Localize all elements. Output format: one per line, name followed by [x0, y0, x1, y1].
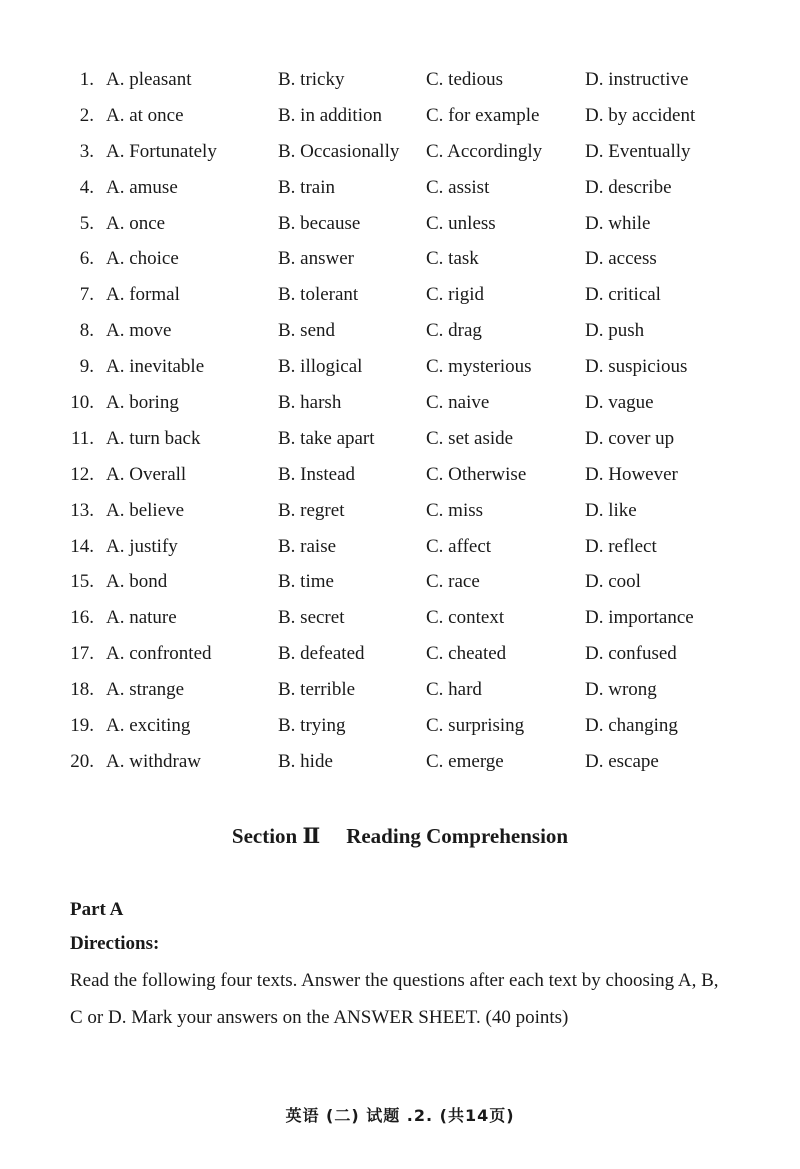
question-number: 16.: [70, 607, 94, 629]
option-c: C. rigid: [426, 284, 485, 306]
option-d: D. describe: [585, 176, 672, 198]
section-title: [0, 820, 800, 852]
option-d: D. cover up: [585, 427, 675, 449]
option-d: D. suspicious: [585, 356, 688, 378]
question-row: [0, 241, 800, 277]
question-list: [0, 62, 800, 780]
question-number: 14.: [70, 535, 94, 557]
option-d: D. wrong: [585, 679, 657, 701]
option-b: B. raise: [278, 535, 337, 557]
option-b: B. Occasionally: [278, 140, 400, 162]
option-c: C. unless: [426, 212, 496, 234]
option-c: C. naive: [426, 392, 490, 414]
section-label: Section Ⅱ: [231, 824, 321, 848]
option-b: B. hide: [278, 750, 333, 772]
option-a: A. Fortunately: [106, 140, 217, 162]
option-a: A. boring: [106, 392, 179, 414]
question-number: 5.: [79, 212, 94, 234]
question-number: 19.: [70, 715, 94, 737]
question-row: [0, 744, 800, 780]
question-row: [0, 349, 800, 385]
option-d: D. critical: [585, 284, 661, 306]
option-b: B. harsh: [278, 392, 342, 414]
option-b: B. time: [278, 571, 334, 593]
option-b: B. send: [278, 320, 335, 342]
option-c: C. assist: [426, 176, 490, 198]
option-a: A. formal: [106, 284, 180, 306]
question-number: 2.: [79, 104, 94, 126]
question-number: 10.: [70, 392, 94, 414]
option-a: A. believe: [106, 499, 185, 521]
option-a: A. exciting: [106, 715, 191, 737]
question-number: 13.: [70, 499, 94, 521]
option-c: C. cheated: [426, 643, 507, 665]
question-number: 18.: [70, 679, 94, 701]
option-c: C. emerge: [426, 750, 504, 772]
option-a: A. move: [106, 320, 172, 342]
option-d: D. push: [585, 320, 645, 342]
option-a: A. amuse: [106, 176, 178, 198]
directions-label: Directions:: [70, 933, 160, 954]
option-a: A. turn back: [106, 427, 201, 449]
option-c: C. surprising: [426, 715, 525, 737]
option-c: C. tedious: [426, 69, 504, 90]
question-number: 3.: [79, 140, 94, 162]
question-row: [0, 206, 800, 242]
question-row: [0, 277, 800, 313]
option-a: A. confronted: [106, 643, 212, 665]
question-row: [0, 600, 800, 636]
question-row: [0, 529, 800, 565]
question-row: [0, 134, 800, 170]
section-name: Reading Comprehension: [346, 824, 569, 848]
question-number: 1.: [79, 69, 94, 90]
option-d: D. like: [585, 499, 637, 521]
option-b: B. tolerant: [278, 284, 359, 306]
question-row: [0, 385, 800, 421]
option-d: D. changing: [585, 715, 678, 737]
question-row: [0, 170, 800, 206]
option-a: A. pleasant: [106, 69, 192, 90]
question-number: 17.: [70, 643, 94, 665]
question-row: [0, 672, 800, 708]
option-a: A. once: [106, 212, 166, 234]
option-c: C. context: [426, 607, 505, 629]
option-d: D. while: [585, 212, 651, 234]
option-c: C. task: [426, 248, 479, 270]
option-d: D. vague: [585, 392, 654, 414]
option-b: B. tricky: [278, 69, 345, 90]
option-b: B. train: [278, 176, 335, 198]
option-b: B. Instead: [278, 463, 356, 485]
option-c: C. mysterious: [426, 356, 532, 378]
option-a: A. bond: [106, 571, 168, 593]
option-d: D. by accident: [585, 104, 696, 126]
option-d: D. instructive: [585, 69, 689, 90]
option-c: C. affect: [426, 535, 492, 557]
option-c: C. hard: [426, 679, 482, 701]
option-a: A. at once: [106, 104, 184, 126]
option-b: B. answer: [278, 248, 354, 270]
question-row: [0, 636, 800, 672]
question-row: [0, 708, 800, 744]
question-number: 11.: [70, 427, 94, 449]
option-a: A. withdraw: [106, 750, 201, 772]
question-number: 20.: [70, 750, 94, 772]
question-number: 6.: [79, 248, 94, 270]
option-a: A. nature: [106, 607, 177, 629]
question-number: 15.: [70, 571, 94, 593]
option-b: B. regret: [278, 499, 345, 521]
option-c: C. Otherwise: [426, 463, 527, 485]
option-b: B. illogical: [278, 356, 363, 378]
option-b: B. because: [278, 212, 361, 234]
option-c: C. set aside: [426, 427, 514, 449]
option-d: D. However: [585, 463, 678, 485]
option-c: C. drag: [426, 320, 482, 342]
question-row: [0, 421, 800, 457]
question-row: [0, 493, 800, 529]
question-number: 9.: [79, 356, 94, 378]
option-b: B. terrible: [278, 679, 356, 701]
option-d: D. Eventually: [585, 140, 691, 162]
question-number: 4.: [79, 176, 94, 198]
option-a: A. strange: [106, 679, 185, 701]
option-c: C. Accordingly: [426, 140, 543, 162]
question-number: 7.: [79, 284, 94, 306]
page-footer: 英语 (二) 试题 .2. (共14页): [285, 1106, 515, 1125]
option-a: A. Overall: [106, 463, 187, 485]
option-b: B. in addition: [278, 104, 382, 126]
option-c: C. for example: [426, 104, 540, 126]
option-c: C. miss: [426, 499, 484, 521]
option-c: C. race: [426, 571, 480, 593]
question-number: 12.: [70, 463, 94, 485]
option-b: B. take apart: [278, 427, 375, 449]
option-d: D. escape: [585, 750, 659, 772]
question-row: [0, 313, 800, 349]
option-a: A. choice: [106, 248, 179, 270]
question-row: [0, 457, 800, 493]
option-d: D. cool: [585, 571, 641, 593]
directions-text: Read the following four texts. Answer the questions after each text by choosing A, B, C or D. Mark your answers on the ANSWER SHEET. (40 points): [70, 970, 719, 1028]
option-b: B. trying: [278, 715, 346, 737]
question-number: 8.: [79, 320, 94, 342]
part-title: Part A: [70, 899, 124, 920]
option-d: D. importance: [585, 607, 694, 629]
option-d: D. access: [585, 248, 657, 270]
option-a: A. justify: [106, 535, 178, 557]
option-a: A. inevitable: [106, 356, 205, 378]
question-row: [0, 98, 800, 134]
question-row: [0, 62, 800, 98]
option-d: D. confused: [585, 643, 677, 665]
option-d: D. reflect: [585, 535, 657, 557]
option-b: B. secret: [278, 607, 345, 629]
question-row: [0, 564, 800, 600]
option-b: B. defeated: [278, 643, 365, 665]
